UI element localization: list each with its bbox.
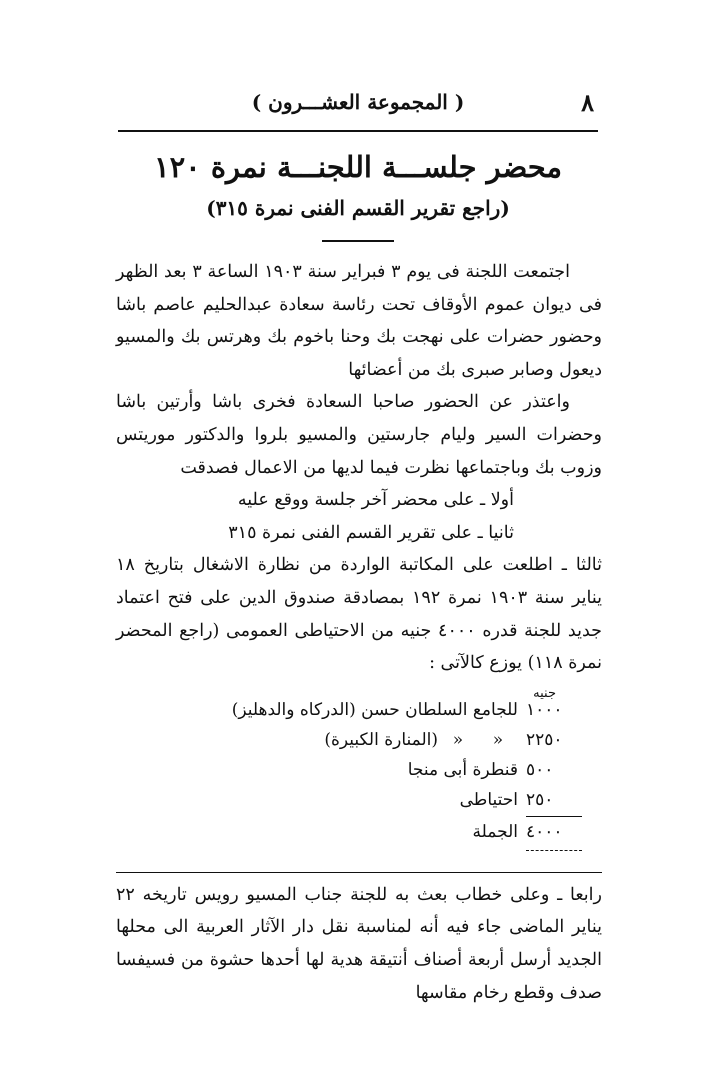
allocation-total-amount: ٤٠٠٠ (526, 822, 563, 843)
header-divider (118, 130, 598, 132)
ditto-mark: « (452, 730, 464, 751)
reference-note: (راجع تقرير القسم الفنى نمرة ٣١٥) (206, 196, 510, 220)
paragraph-attendance: اجتمعت اللجنة فى يوم ٣ فبراير سنة ١٩٠٣ الساعة ٣ بعد الظهر فى ديوان عموم الأوقاف تحت رئاسة سعادة عبدالحليم عاصم باشا وحضور حضرات على نهجت بك وحنا باخوم بك وهرتس بك والمسيو ديعول وصابر صبرى بك من أعضائها (116, 262, 602, 380)
allocation-label: قنطرة أبى منجا (407, 760, 518, 781)
allocation-label: للجامع السلطان حسن (الدركاه والدهليز) (231, 700, 518, 721)
allocation-label: (المنارة الكبيرة) (324, 730, 438, 751)
allocation-row (232, 696, 580, 726)
ditto-mark: « (492, 730, 504, 751)
item-first: أولا ـ على محضر آخر جلسة ووقع عليه (237, 490, 514, 511)
item-second: ثانيا ـ على تقرير القسم الفنى نمرة ٣١٥ (228, 522, 514, 543)
allocation-amount: ١٠٠٠ (526, 700, 563, 721)
item-fourth: رابعا ـ وعلى خطاب بعث به للجنة جناب المسيو رويس تاريخه ٢٢ يناير الماضى جاء فيه أنه لمناسبة نقل دار الآثار العربية الى محلها الجديد أرسل أربعة أصناف أنتيقة هدية لها أحدها حشوة من فسيفسا صدف وقطع رخام مقاسها (116, 884, 602, 1003)
allocation-table (116, 684, 602, 862)
allocation-amount: ٢٢٥٠ (526, 730, 563, 751)
section-divider (116, 872, 602, 873)
allocation-total-row (473, 818, 580, 848)
page-header (118, 88, 598, 124)
allocation-label: احتياطى (459, 790, 518, 811)
allocation-amount: ٢٥٠ (526, 790, 554, 811)
page-number: ٨ (581, 88, 594, 117)
allocation-row (460, 786, 580, 816)
running-title: ( المجموعة العشـــرون ) (251, 90, 465, 114)
paragraph-apologies: واعتذر عن الحضور صاحبا السعادة فخرى باشا وأرتين باشا وحضرات السير وليام جارستين والمسيو بلروا والدكتور موريتس وزوب بك وباجتماعها نظرت فيما لديها من الاعمال فصدقت (116, 392, 602, 478)
allocation-row (408, 756, 580, 786)
title-divider (322, 240, 394, 242)
allocation-total-label: الجملة (472, 822, 518, 843)
item-third: ثالثا ـ اطلعت على المكاتبة الواردة من نظارة الاشغال بتاريخ ١٨ يناير سنة ١٩٠٣ نمرة ١٩٢ بمصادقة صندوق الدين على فتح اعتماد جديد للجنة قدره ٤٠٠٠ جنيه من الاحتياطى العمومى (راجع المحضر نمرة ١١٨) يوزع كالآتى : (116, 555, 602, 674)
minutes-title: محضر جلســـة اللجنـــة نمرة ١٢٠ (154, 150, 562, 184)
body-text (116, 256, 602, 1009)
allocation-amount: ٥٠٠ (526, 760, 554, 781)
allocation-unit: جنيه (533, 685, 556, 701)
allocation-row (324, 726, 580, 756)
total-underline (526, 850, 582, 851)
